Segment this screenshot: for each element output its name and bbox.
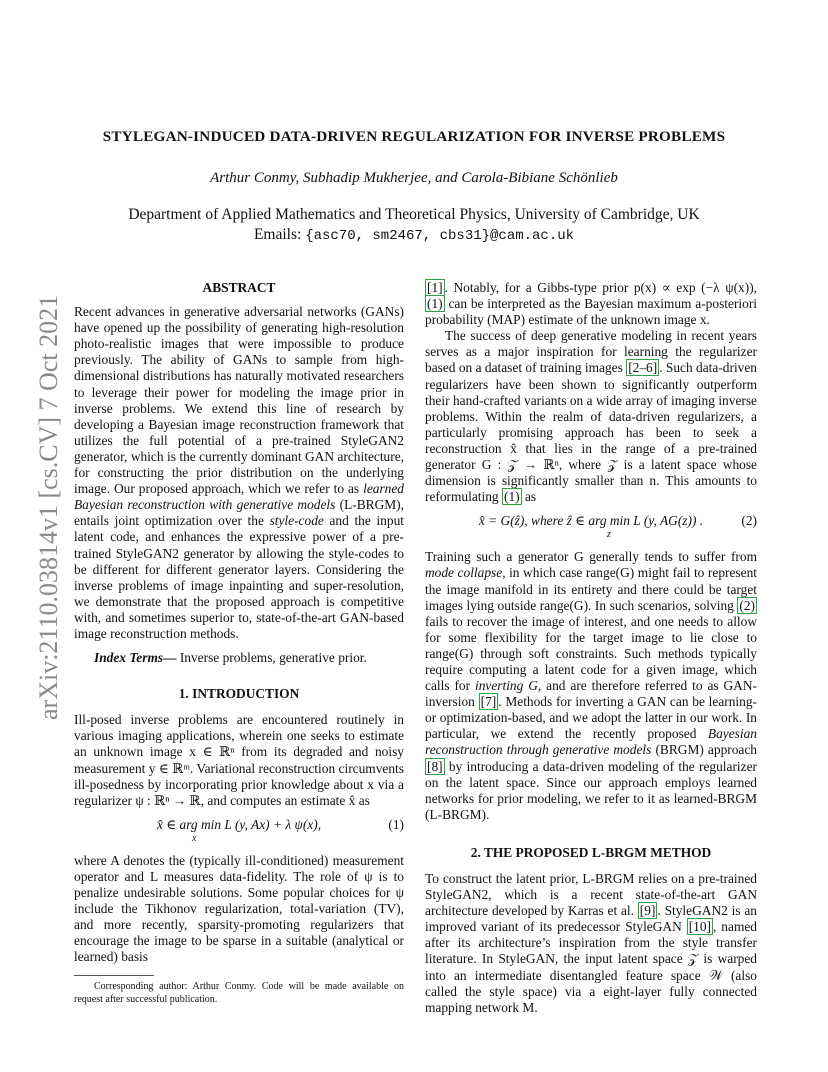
footnote: Corresponding author: Arthur Conmy. Code will be made available on request after successful publication. <box>74 981 404 1006</box>
citation-link[interactable]: [9] <box>639 903 656 919</box>
equation-link[interactable]: (1) <box>427 296 443 312</box>
citation-link[interactable]: [8] <box>427 758 443 774</box>
equation-1: x̂ ∈ arg min L (y, Ax) + λ ψ(x), (1) x <box>74 817 404 837</box>
citation-link[interactable]: [7] <box>480 694 497 710</box>
citation-link[interactable]: [2–6] <box>628 360 658 376</box>
paper-title: STYLEGAN-INDUCED DATA-DRIVEN REGULARIZATION FOR INVERSE PROBLEMS <box>102 128 726 145</box>
paper-authors: Arthur Conmy, Subhadip Mukherjee, and Carola-Bibiane Schönlieb <box>210 170 618 186</box>
left-column <box>74 280 404 1006</box>
section-2-paragraph-1: To construct the latent prior, L-BRGM relies on a pre-trained StyleGAN2, which is a recent state-of-the-art GAN architecture developed by Karras et al. [9] . StyleGAN2 is an improved variant of its predecessor StyleGAN [10] , named after its architecture’s inspiration from the style transfer literature. In StyleGAN, the input latent space 𝒵 is warped into an intermediate disentangled feature space 𝒲 (also called the style space) via a eight-layer fully connected mapping network M. <box>425 871 757 1015</box>
index-terms: Index Terms— Inverse problems, generative prior. <box>94 650 367 666</box>
equation-link[interactable]: (1) <box>503 489 520 505</box>
affiliation: Department of Applied Mathematics and Theoretical Physics, University of Cambridge, UK <box>128 206 700 223</box>
intro-paragraph-1: Ill-posed inverse problems are encountered routinely in various imaging applications, wherein one seeks to estimate an unknown image x ∈ ℝⁿ from its degraded and noisy measurement y ∈ ℝᵐ. Variational reconstruction circumvents ill-posedness by incorporating prior knowledge about x via a regularizer ψ : ℝⁿ → ℝ, and computes an estimate x̂ as <box>74 712 404 808</box>
section-2-heading: 2. THE PROPOSED L-BRGM METHOD <box>470 844 712 860</box>
emails: {asc70, sm2467, cbs31}@cam.ac.uk <box>305 228 575 244</box>
equation-2: x̂ = G(ẑ), where ẑ ∈ arg min L (y, AG(z)) . (2) z <box>425 513 757 533</box>
right-paragraph-1: [1] . Notably, for a Gibbs-type prior p(x) ∝ exp (−λ ψ(x)), (1) can be interpreted as the Bayesian maximum a-posteriori probability (MAP) estimate of the unknown image x. <box>425 280 757 328</box>
intro-paragraph-2: where A denotes the (typically ill-conditioned) measurement operator and L measures data-fidelity. The role of ψ is to penalize undesirable solutions. Some popular choices for ψ include the Tikhonov regularization, total-variation (TV), and more recently, sparsity-promoting regularizers that encourage the image to be sparse in a suitable (analytical or learned) basis <box>74 852 404 965</box>
section-1-heading: 1. INTRODUCTION <box>178 686 300 702</box>
citation-link[interactable]: [1] <box>427 280 443 295</box>
equation-1-subscript: x <box>192 832 197 844</box>
citation-link[interactable]: [10] <box>688 919 712 935</box>
equation-2-subscript: z <box>607 529 611 541</box>
affiliation-block <box>60 205 768 246</box>
abstract-heading: ABSTRACT <box>202 280 276 295</box>
arxiv-stamp <box>22 294 63 720</box>
abstract-text: Recent advances in generative adversarial networks (GANs) have opened up the possibility of generating high-resolution photo-realistic images that were impossible to produce previously. The ability of GANs to sample from high-dimensional distributions has naturally motivated researchers to leverage their power for modeling the image prior in inverse problems. We extend this line of research by developing a Bayesian image reconstruction framework that utilizes the full potential of a pre-trained StyleGAN2 generator, which is the currently dominant GAN architecture, for constructing the prior distribution on the underlying image. Our proposed approach, which we refer to as learned Bayesian reconstruction with generative models (L-BRGM), entails joint optimization over the style-code and the input latent code, and enhances the expressive power of a pre-trained StyleGAN2 generator by allowing the style-codes to be different for different generator layers. Considering the inverse problems of image inpainting and super-resolution, we demonstrate that the proposed approach is competitive with, and sometimes superior to, state-of-the-art GAN-based image reconstruction methods. <box>74 304 404 641</box>
equation-link[interactable]: (2) <box>739 597 755 613</box>
right-paragraph-2: The success of deep generative modeling in recent years serves as a major inspiration for learning the regularizer based on a dataset of training images [2–6] . Such data-driven regularizers have been shown to significantly outperform their hand-crafted variants on a wide array of imaging inverse problems. Within the realm of data-driven regularizers, a particularly promising approach has been to seek a reconstruction x̂ that lies in the range of a pre-trained generator G : 𝒵 → ℝⁿ, where 𝒵 is a latent space whose dimension is significantly smaller than n. This amounts to reformulating (1) as <box>425 328 758 505</box>
arxiv-stamp-text: arXiv:2110.03814v1 [cs.CV] 7 Oct 2021 <box>34 294 63 720</box>
emails-label: Emails: <box>253 226 302 243</box>
right-column <box>425 280 757 1016</box>
right-paragraph-3: Training such a generator G generally tends to suffer from mode collapse, in which case range(G) might fail to represent the image manifold in its entirety and there could be target images lying outside range(G). In such scenarios, solving (2) fails to recover the image of interest, and one needs to allow for some flexibility for the target image to lie close to range(G) through soft constraints. Such methods typically require computing a latent code for a given image, which calls for inverting G, and are therefore referred to as GAN-inversion [7] . Methods for inverting a GAN can be learning- or optimization-based, and we adopt the latter in our work. In particular, we extend the recently proposed Bayesian reconstruction through generative models (BRGM) approach [8] by introducing a data-driven modeling of the regularizer on the latent space. Since our approach employs learned networks for prior modeling, we refer to it as learned-BRGM (L-BRGM). <box>425 549 758 822</box>
emails-line <box>60 225 768 246</box>
